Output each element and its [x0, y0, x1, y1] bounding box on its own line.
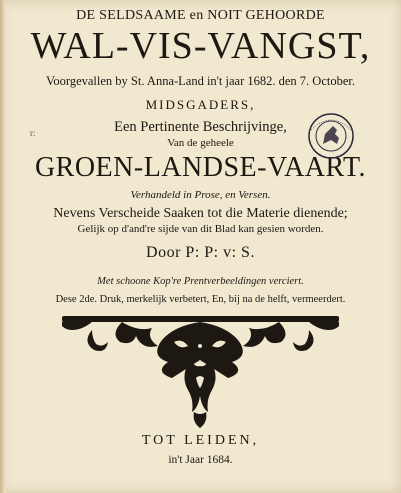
- margin-mark: r:: [30, 128, 36, 138]
- title-line-3: Voorgevallen by St. Anna-Land in't jaar 1682. den 7. October.: [45, 74, 356, 88]
- imprint-place: TOT LEIDEN,: [141, 433, 260, 448]
- title-line-9: Nevens Verscheide Saaken tot die Materie dienende;: [53, 206, 348, 221]
- edition-line: Dese 2de. Druk, merkelijk verbetert, En, bij na de helft, vermeerdert.: [55, 294, 346, 305]
- title-line-4: MIDSGADERS,: [145, 97, 256, 112]
- main-title: WAL-VIS-VANGST,: [30, 25, 371, 67]
- title-line-6: Van de geheele: [167, 137, 234, 149]
- title-line-1: DE SELDSAAME en NOIT GEHOORDE: [76, 8, 325, 23]
- title-line-8: Verhandeld in Prose, en Versen.: [130, 189, 271, 201]
- title-line-10: Gelijk op d'and're sijde van dit Blad kan gesien worden.: [77, 223, 324, 235]
- title-line-12: Met schoone Kop're Prentverbeeldingen verciert.: [97, 276, 304, 287]
- title-line-5: Een Pertinente Beschrijvinge,: [114, 119, 287, 135]
- author-line: Door P: P: v: S.: [146, 244, 255, 261]
- library-stamp-icon: [307, 112, 355, 160]
- imprint-year: in't Jaar 1684.: [168, 454, 233, 466]
- secondary-title: GROEN-LANDSE-VAART.: [34, 152, 367, 183]
- decorative-ornament-icon: [62, 316, 339, 428]
